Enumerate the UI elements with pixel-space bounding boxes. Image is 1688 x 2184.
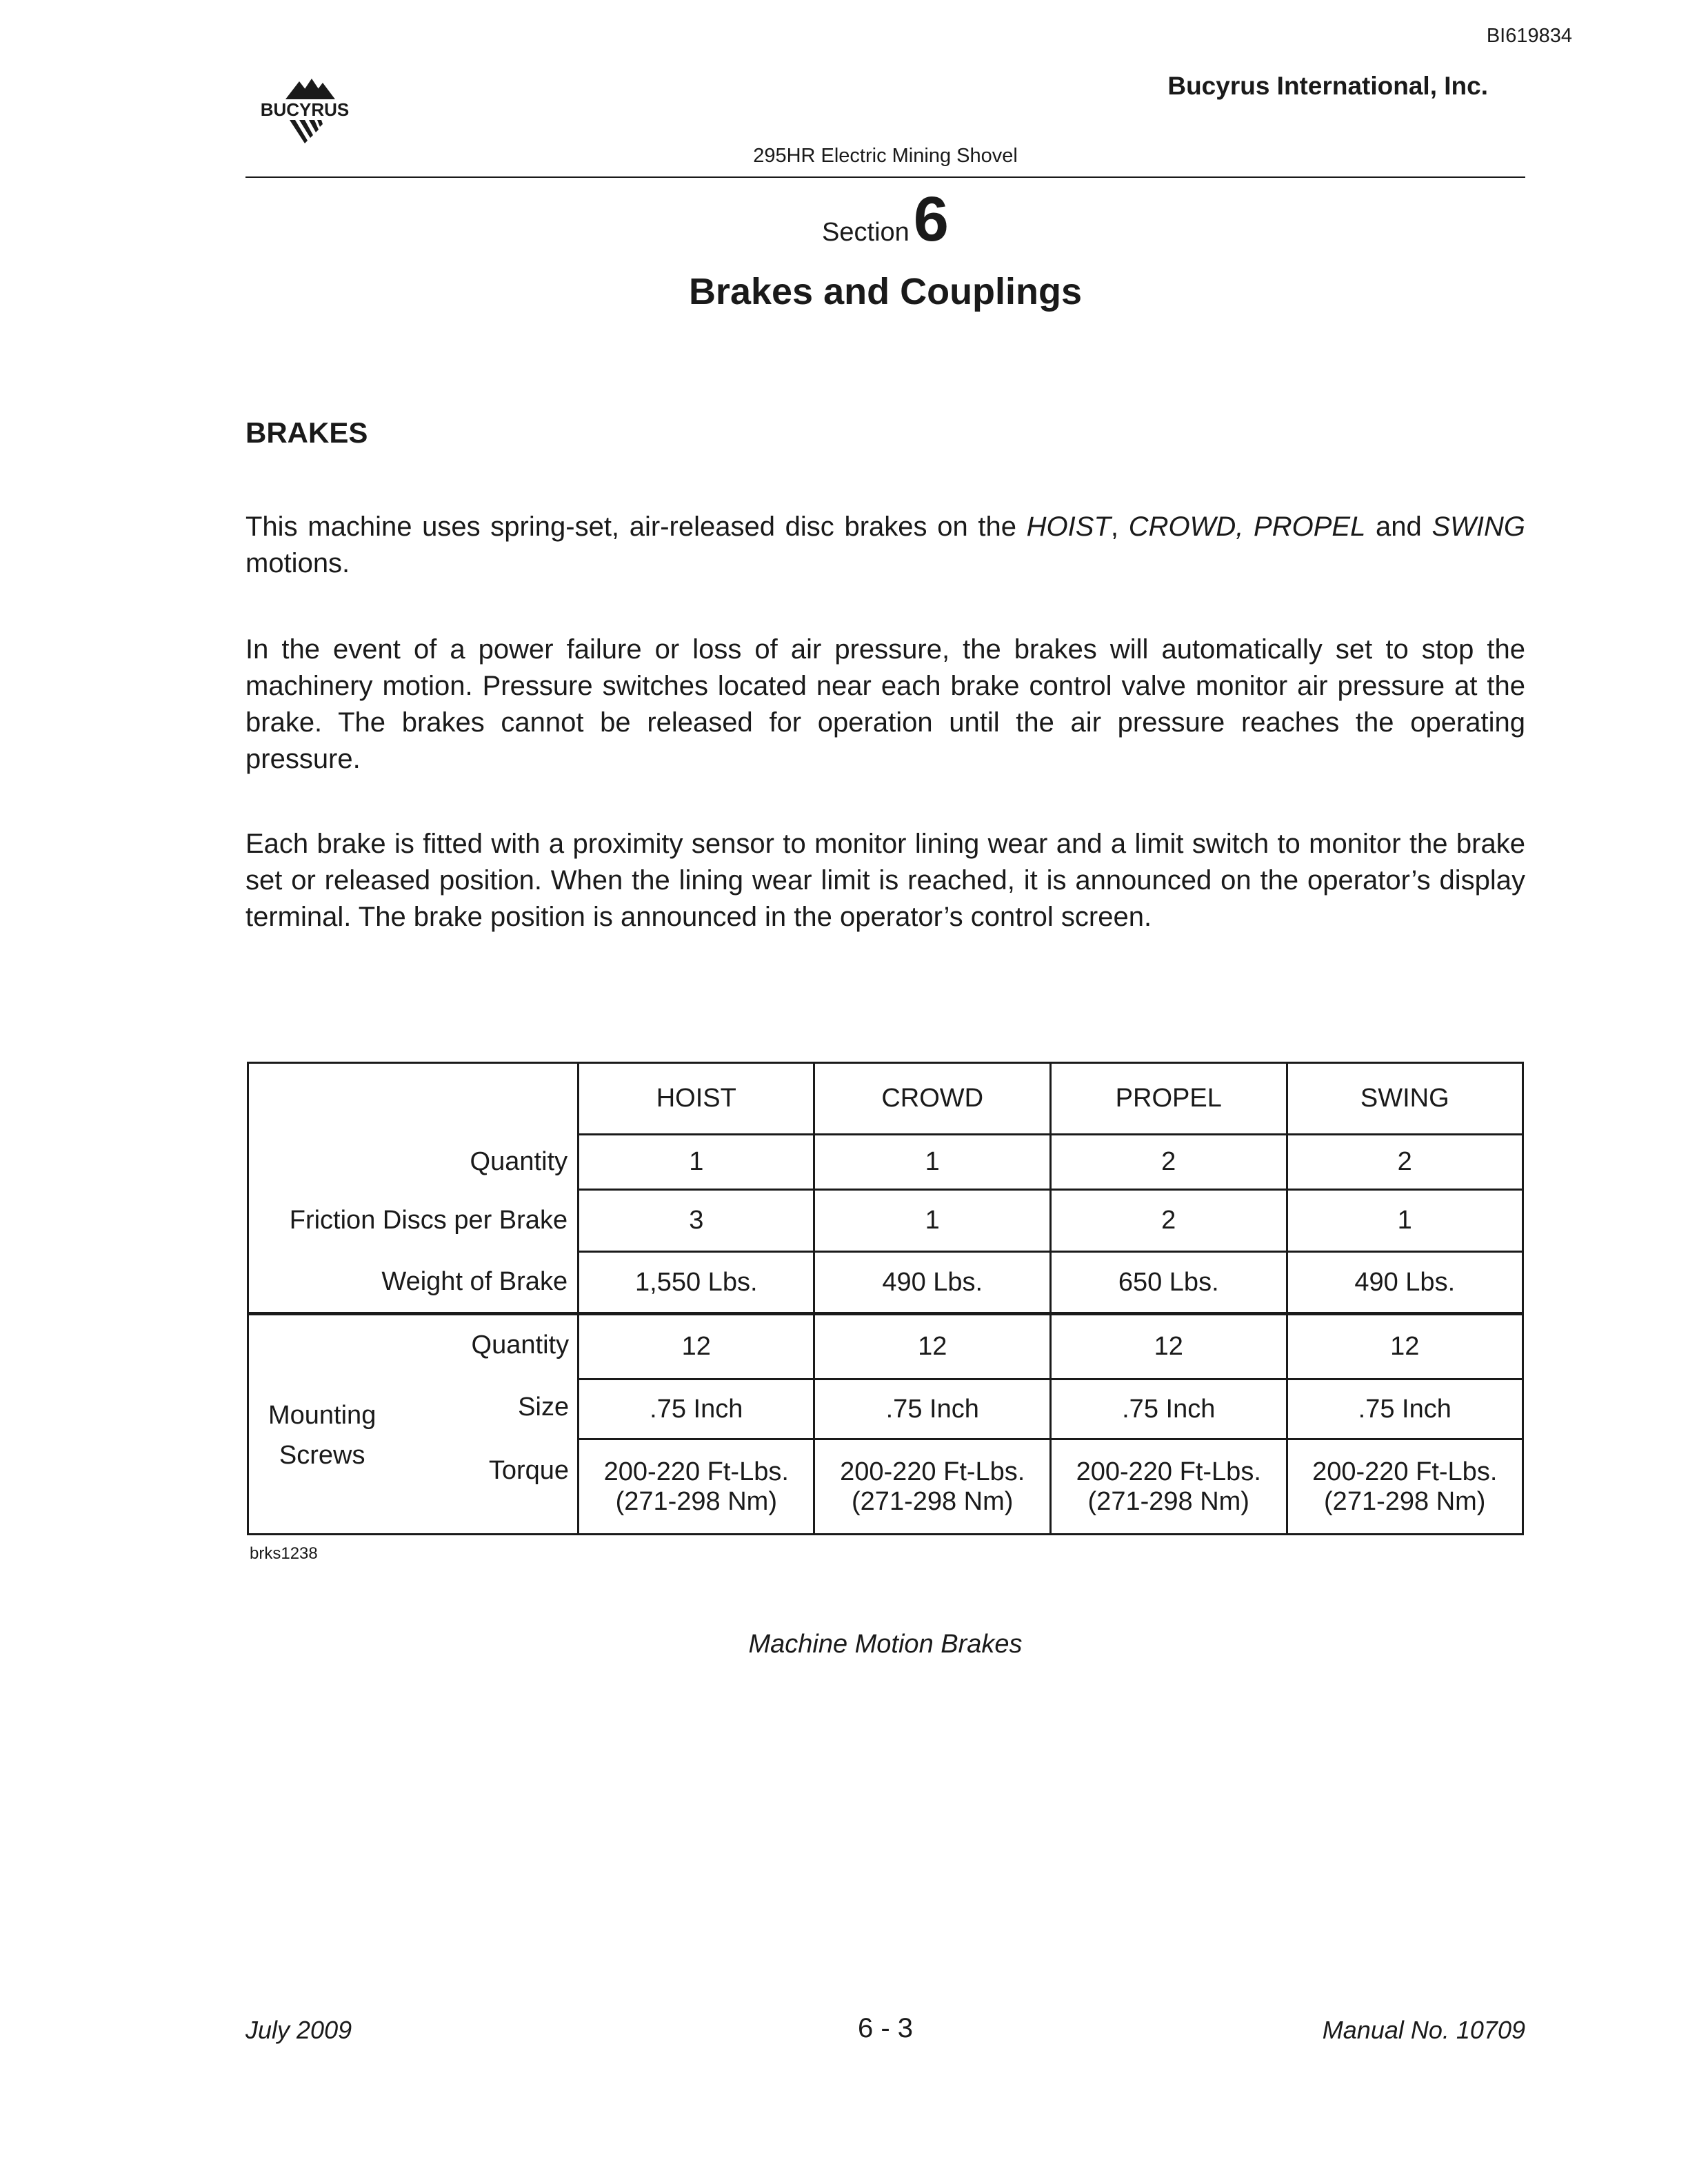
header-rule bbox=[245, 176, 1525, 178]
table-cell: 2 bbox=[1287, 1135, 1523, 1190]
section-heading bbox=[0, 184, 1688, 254]
mounting-screws-label-cell bbox=[248, 1314, 579, 1535]
column-header: SWING bbox=[1287, 1063, 1523, 1135]
row-label: Quantity bbox=[248, 1135, 579, 1190]
table-cell: 2 bbox=[1050, 1190, 1287, 1252]
sensor-paragraph: Each brake is fitted with a proximity sensor to monitor lining wear and a limit switch to monitor the brake set or released position. When the lining wear limit is reached, it is announced on the operator’s display terminal. The brake position is announced in the operator’s control screen. bbox=[245, 829, 1525, 932]
table-cell: 200-220 Ft-Lbs. (271-298 Nm) bbox=[579, 1439, 814, 1535]
section-word: Section bbox=[822, 218, 910, 247]
table-cell: 200-220 Ft-Lbs. (271-298 Nm) bbox=[814, 1439, 1051, 1535]
sub-label: Quantity bbox=[471, 1331, 570, 1359]
table-cell: 1 bbox=[814, 1135, 1051, 1190]
manual-subtitle: 295HR Electric Mining Shovel bbox=[753, 145, 1018, 167]
row-label: Friction Discs per Brake bbox=[248, 1190, 579, 1252]
table-cell: 3 bbox=[579, 1190, 814, 1252]
section-title: Brakes and Couplings bbox=[688, 271, 1083, 312]
column-header: CROWD bbox=[814, 1063, 1051, 1135]
table-row bbox=[248, 1252, 1523, 1314]
table-row bbox=[248, 1190, 1523, 1252]
table-cell: .75 Inch bbox=[579, 1379, 814, 1439]
power-failure-paragraph: In the event of a power failure or loss of air pressure, the brakes will automatically set to stop the machinery motion. Pressure switches located near each brake control valve monitor air pressure at the brake. The brakes cannot be released for operation until the air pressure reaches the operating pressure. bbox=[245, 634, 1525, 774]
table-cell: 2 bbox=[1050, 1135, 1287, 1190]
table-cell: .75 Inch bbox=[1287, 1379, 1523, 1439]
section-number: 6 bbox=[913, 184, 949, 254]
sub-label: Size bbox=[518, 1393, 570, 1422]
sub-label: Torque bbox=[488, 1456, 570, 1485]
table-cell: .75 Inch bbox=[1050, 1379, 1287, 1439]
svg-text:BUCYRUS: BUCYRUS bbox=[260, 99, 350, 120]
table-cell: 650 Lbs. bbox=[1050, 1252, 1287, 1314]
table-row bbox=[248, 1314, 1523, 1379]
column-header: PROPEL bbox=[1050, 1063, 1287, 1135]
table-cell: 12 bbox=[814, 1314, 1051, 1379]
table-cell: 12 bbox=[1050, 1314, 1287, 1379]
brake-spec-table bbox=[247, 1062, 1524, 1535]
column-header: HOIST bbox=[579, 1063, 814, 1135]
table-cell: 1,550 Lbs. bbox=[579, 1252, 814, 1314]
table-cell: 1 bbox=[814, 1190, 1051, 1252]
figure-caption: Machine Motion Brakes bbox=[748, 1630, 1023, 1659]
table-corner-cell bbox=[248, 1063, 579, 1135]
table-cell: 1 bbox=[579, 1135, 814, 1190]
table-header-row bbox=[248, 1063, 1523, 1135]
table-cell: 200-220 Ft-Lbs. (271-298 Nm) bbox=[1050, 1439, 1287, 1535]
page-number: 6 - 3 bbox=[857, 2013, 914, 2043]
table-cell: 200-220 Ft-Lbs. (271-298 Nm) bbox=[1287, 1439, 1523, 1535]
table-cell: 490 Lbs. bbox=[1287, 1252, 1523, 1314]
manual-number: Manual No. 10709 bbox=[1322, 2016, 1525, 2044]
table-row bbox=[248, 1135, 1523, 1190]
footer-date: July 2009 bbox=[245, 2016, 352, 2044]
bucyrus-logo bbox=[243, 72, 367, 149]
table-cell: .75 Inch bbox=[814, 1379, 1051, 1439]
intro-paragraph: This machine uses spring-set, air-released disc brakes on the HOIST, CROWD, PROPEL and SWING motions. bbox=[245, 512, 1526, 578]
table-cell: 490 Lbs. bbox=[814, 1252, 1051, 1314]
row-label: Weight of Brake bbox=[248, 1252, 579, 1314]
company-name: Bucyrus International, Inc. bbox=[1167, 72, 1488, 100]
table-cell: 12 bbox=[1287, 1314, 1523, 1379]
figure-id: brks1238 bbox=[250, 1544, 318, 1563]
table-cell: 12 bbox=[579, 1314, 814, 1379]
mounting-screws-label: Mounting Screws bbox=[268, 1401, 376, 1470]
brakes-heading: BRAKES bbox=[245, 416, 368, 449]
table-cell: 1 bbox=[1287, 1190, 1523, 1252]
document-id: BI619834 bbox=[1486, 25, 1572, 47]
